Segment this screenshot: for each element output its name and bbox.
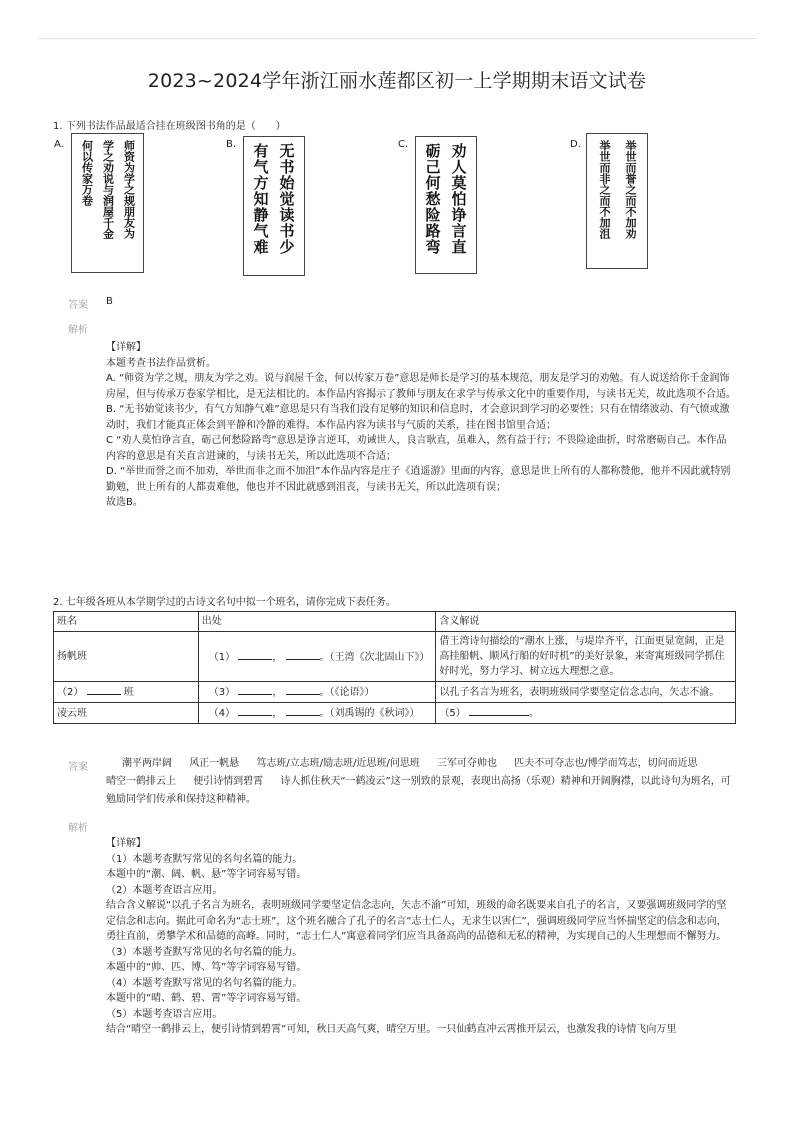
source-text: 。（《论语》） bbox=[319, 687, 375, 698]
analysis-line: 故选B。 bbox=[106, 497, 143, 508]
analysis-line: （1）本题考查默写常见的名句名篇的能力。 bbox=[106, 853, 303, 865]
callig-col: 师资为学之规朋友为 bbox=[122, 140, 136, 239]
callig-col: 举世而非之而不加沮 bbox=[598, 140, 611, 239]
answer-item: 三军可夺帅也 bbox=[437, 758, 498, 769]
answer-item: 便引诗情到碧霄 bbox=[193, 776, 264, 787]
punct: ， bbox=[272, 687, 283, 698]
source-cell bbox=[198, 682, 436, 703]
callig-col: 有气方知静气难 bbox=[251, 143, 270, 255]
source-cell bbox=[198, 632, 436, 682]
analysis-line: B. “无书始觉读书少，有气方知静气难”意思是只有当我们没有足够的知识和信息时，才会意识到学习的必要性；只有在情绪波动、有气愤或激动时，我们才能真正体会到平静和冷静的难得。本作品内容为读书与气质的关系，挂在图书馆里合适； bbox=[106, 404, 730, 431]
table-header: 出处 bbox=[198, 612, 436, 632]
analysis-line: D. “举世而誉之而不加劝，举世而非之而不加沮”本作品内容是庄子《逍遥游》里面的内容，意思是世上所有的人都称赞他，他并不因此就特别勤勉，世上所有的人都责难他，他也并不因此就感到沮丧，与读书无关，所以此选项有误； bbox=[106, 466, 731, 493]
answer-item: 晴空一鹤排云上 bbox=[106, 776, 176, 787]
fill-blank[interactable] bbox=[286, 705, 320, 716]
analysis-line: C “劝人莫怕诤言直，砺己何愁险路弯”意思是诤言逆耳，劝诫世人，良言耿直，虽难入，然有益于行；不畏险途曲折，时常磨砺自己。本作品内容的意思是有关直言进谏的，与读书无关，所以此选项不合适； bbox=[106, 435, 727, 462]
fill-blank[interactable] bbox=[238, 649, 272, 660]
q1-analysis-label: 解析 bbox=[68, 325, 88, 336]
q1-option-b-calligraphy bbox=[243, 136, 305, 276]
fill-blank[interactable] bbox=[286, 649, 320, 660]
source-cell bbox=[198, 703, 436, 724]
answer-item: 匹夫不可夺志也/博学而笃志，切问而近思 bbox=[514, 758, 698, 769]
callig-col: 举世而誉之而不加劝 bbox=[624, 140, 637, 239]
table-row bbox=[54, 632, 736, 682]
punct: 。 bbox=[528, 708, 539, 719]
analysis-line: 本题中的“晴、鹤、碧、霄”等字词容易写错。 bbox=[106, 993, 307, 1004]
meaning-cell: 以孔子名言为班名，表明班级同学要坚定信念志向，矢志不渝。 bbox=[436, 682, 736, 703]
answer-item: 诗人抓住秋天“一鹤凌云”这一别致的景观，表现出高扬（乐观）精神和开阔胸襟，以此诗句为班名，可勉励同学们传承和保持这种精神。 bbox=[106, 776, 731, 805]
blank-number: （3） bbox=[208, 687, 236, 698]
callig-col: 劝人莫怕诤言直 bbox=[449, 143, 468, 255]
class-name-cell bbox=[54, 682, 199, 703]
fill-blank[interactable] bbox=[238, 684, 272, 695]
q2-analysis bbox=[106, 836, 736, 1038]
meaning-cell bbox=[436, 703, 736, 724]
table-header-row bbox=[54, 612, 736, 632]
q1-option-c-calligraphy bbox=[415, 136, 477, 274]
callig-col: 学之劝说与润屋千金 bbox=[101, 140, 115, 239]
callig-col: 无书始觉读书少 bbox=[277, 143, 296, 255]
analysis-line: 本题考查书法作品赏析。 bbox=[106, 357, 216, 369]
q1-analysis bbox=[106, 340, 736, 511]
q1-option-d-calligraphy bbox=[586, 133, 648, 269]
callig-col: 何以传家万卷 bbox=[80, 140, 94, 206]
analysis-line: （5）本题考查语言应用。 bbox=[106, 1008, 223, 1020]
analysis-line: 【详解】 bbox=[106, 838, 146, 849]
answer-item: 潮平两岸阔 bbox=[122, 758, 172, 769]
answer-item: 风正一帆悬 bbox=[189, 758, 240, 769]
answer-item: 笃志班/立志班/励志班/近思班/问思班 bbox=[256, 758, 420, 769]
blank-number: （1） bbox=[208, 651, 236, 663]
class-name-cell: 扬帆班 bbox=[54, 632, 199, 682]
q2-stem: 2. 七年级各班从本学期学过的古诗文名句中拟一个班名，请你完成下表任务。 bbox=[53, 597, 396, 608]
q2-task-table bbox=[53, 611, 736, 724]
q1-option-c-letter: C. bbox=[398, 139, 409, 150]
page-title: 2023~2024学年浙江丽水莲都区初一上学期期末语文试卷 bbox=[147, 70, 647, 92]
analysis-line: A. “师资为学之规，朋友为学之劝。说与润屋千金，何以传家万卷”意思是师长是学习的基本规范，朋友是学习的劝勉。有人说送给你千金润饰房屋，但与传承万卷家学相比，是无法相比的。本作品内容揭示了教师与朋友在求学与传承文化中的重要作用，与读书无关，故此选项不合适。 bbox=[106, 373, 736, 400]
fill-blank[interactable] bbox=[238, 705, 272, 716]
table-header: 班名 bbox=[54, 612, 199, 632]
source-text: 。（王湾《次北固山下》） bbox=[319, 651, 430, 663]
q2-answers-cont bbox=[106, 773, 736, 809]
analysis-line: 本题中的“帅、匹、博、笃”等字词容易写错。 bbox=[106, 962, 307, 973]
q2-analysis-label: 解析 bbox=[68, 823, 88, 834]
q1-option-a-letter: A. bbox=[54, 139, 64, 150]
punct: ， bbox=[272, 708, 283, 719]
table-row bbox=[54, 682, 736, 703]
top-divider bbox=[38, 38, 756, 39]
analysis-line: （2）本题考查语言应用。 bbox=[106, 884, 223, 896]
class-suffix: 班 bbox=[123, 687, 134, 698]
q2-answers bbox=[122, 755, 736, 773]
table-header: 含义解说 bbox=[436, 612, 736, 632]
q1-stem: 1. 下列书法作品最适合挂在班级图书角的是（ ） bbox=[53, 121, 286, 132]
blank-number: （2） bbox=[57, 687, 84, 698]
analysis-line: 【详解】 bbox=[106, 342, 146, 353]
analysis-line: 本题中的“潮、阔、帆、悬”等字词容易写错。 bbox=[106, 869, 307, 880]
analysis-line: 结合含义解说“以孔子名言为班名，表明班级同学要坚定信念志向，矢志不渝”可知，班级的命名既要来自孔子的名言，又要强调班级同学的坚定信念和志向。据此可命名为“志士班”，这个班名融合了孔子的名言“志士仁人，无求生以害仁”，强调班级同学应当怀揣坚定的信念和志向，勇往直前，勇攀学术和品德的高峰。同时，“志士仁人”寓意着同学们应当具备高尚的品德和无私的精神，为实现自己的人生理想而不懈努力。 bbox=[106, 900, 727, 942]
class-name-cell: 凌云班 bbox=[54, 703, 199, 724]
fill-blank[interactable] bbox=[87, 684, 121, 695]
meaning-cell: 借王湾诗句描绘的“潮水上涨，与堤岸齐平，江面更显宽阔，正是高挂船帆、顺风行船的好时机”的美好景象，来寄寓班级同学抓住好时光，努力学习、树立远大理想之意。 bbox=[436, 632, 736, 682]
q1-option-b-letter: B. bbox=[226, 139, 237, 150]
blank-number: （4） bbox=[208, 708, 236, 719]
punct: ， bbox=[272, 651, 283, 663]
analysis-line: （3）本题考查默写常见的名句名篇的能力。 bbox=[106, 946, 303, 958]
fill-blank[interactable] bbox=[469, 705, 529, 716]
callig-col: 砺己何愁险路弯 bbox=[423, 143, 442, 255]
table-row bbox=[54, 703, 736, 724]
analysis-line: 结合“晴空一鹤排云上，便引诗情到碧霄”可知，秋日天高气爽，晴空万里。一只仙鹤直冲云霄推开层云，也激发我的诗情飞向万里 bbox=[106, 1024, 677, 1035]
q1-option-d-letter: D. bbox=[570, 139, 581, 150]
q1-answer-label: 答案 bbox=[68, 300, 88, 311]
q1-option-a-calligraphy bbox=[71, 133, 144, 273]
analysis-line: （4）本题考查默写常见的名句名篇的能力。 bbox=[106, 977, 303, 989]
source-text: 。（刘禹锡的《秋词》） bbox=[319, 708, 420, 719]
q2-answer-label: 答案 bbox=[68, 762, 88, 773]
blank-number: （5） bbox=[439, 708, 466, 719]
q1-answer: B bbox=[106, 296, 113, 307]
fill-blank[interactable] bbox=[286, 684, 320, 695]
